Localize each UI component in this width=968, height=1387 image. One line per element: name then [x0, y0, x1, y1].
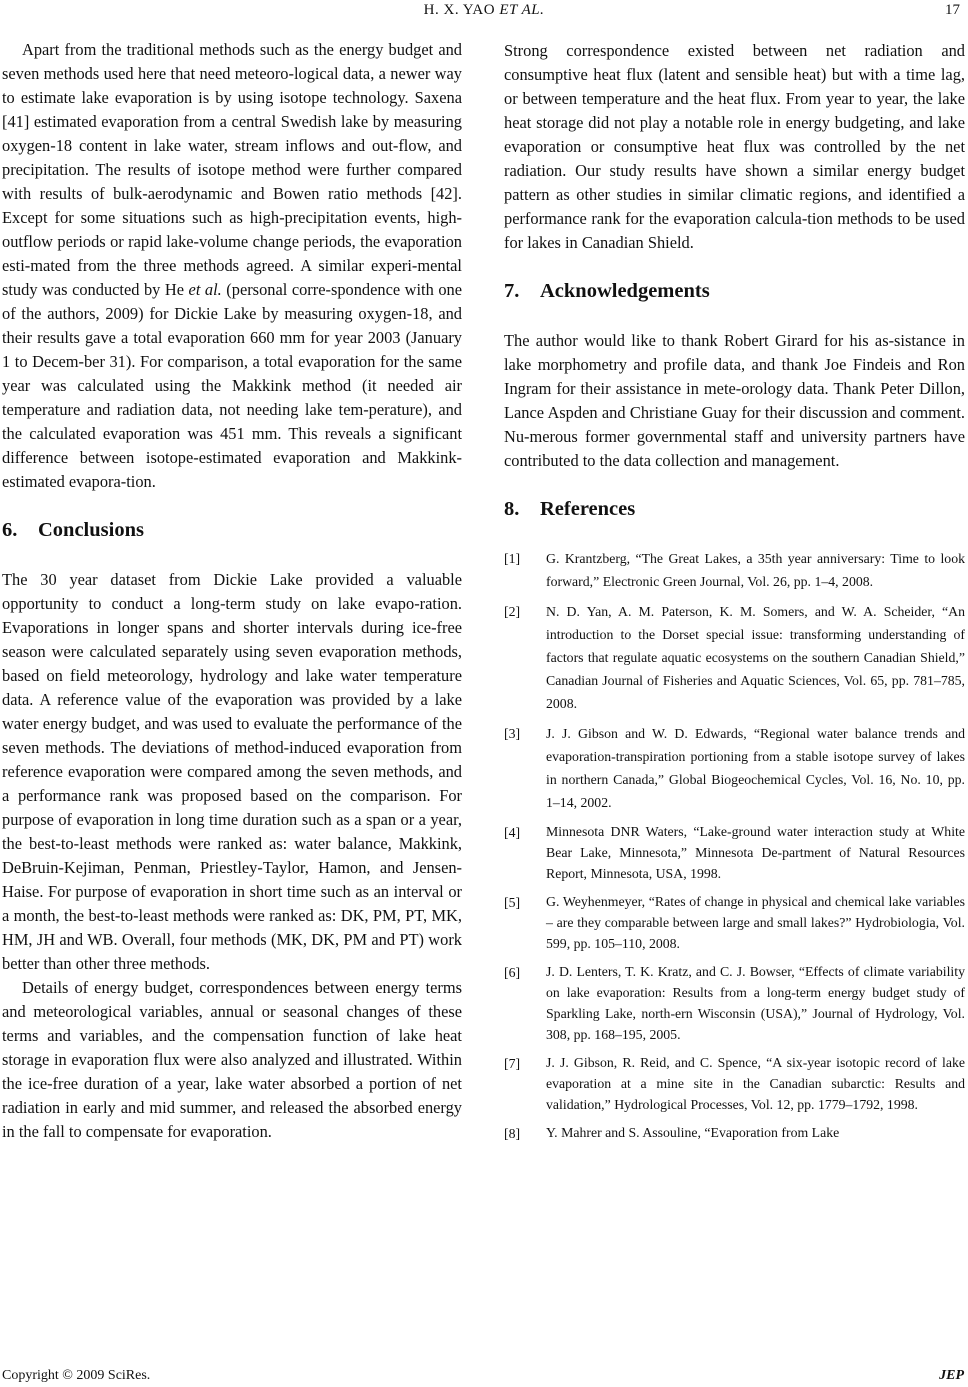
section-heading-references [504, 497, 965, 521]
paragraph-acknowledgements: The author would like to thank Robert Girard for his as-sistance in lake morphometry and profile data, and thank Joe Findeis and Ron Ingram for their assistance in mete-orology data. Thank Peter Dillon, Lance Aspden and Christiane Guay for their discussion and comment. Nu-merous former governmental staff and university partners have contributed to the data collection and management. [504, 331, 965, 470]
section-heading-acknowledgements [504, 279, 965, 303]
section-heading-conclusions [2, 518, 462, 542]
reference-text: J. D. Lenters, T. K. Kratz, and C. J. Bowser, “Effects of climate variability on lake evaporation: Results from a long-term energy budget study of Sparkling Lake, north-ern Wisconsin (USA),” Journal of Hydrology, Vol. 308, pp. 168–195, 2005. [546, 964, 965, 1042]
running-header-authors [0, 2, 968, 19]
reference-text: J. J. Gibson and W. D. Edwards, “Regional water balance trends and evaporation-transpiration portioning from a stable isotope survey of lakes in northern Canada,” Global Biogeochemical Cycles, Vol. 16, No. 10, pp. 1–14, 2002. [546, 726, 965, 810]
reference-text: G. Krantzberg, “The Great Lakes, a 35th year anniversary: Time to look forward,” Electronic Green Journal, Vol. 26, pp. 1–4, 2008. [546, 551, 965, 589]
reference-number: [3] [504, 726, 521, 741]
reference-item [504, 821, 965, 884]
reference-number: [2] [504, 604, 521, 619]
authors-text: H. X. YAO [423, 2, 496, 18]
et-al-italic: et al. [188, 280, 222, 299]
et-al-text: ET AL. [499, 2, 545, 18]
left-column [2, 38, 462, 1144]
reference-item [504, 961, 965, 1045]
reference-list [504, 547, 965, 1145]
copyright-text: Copyright © 2009 SciRes. [2, 1368, 151, 1383]
reference-text: Y. Mahrer and S. Assouline, “Evaporation from Lake [546, 1125, 840, 1140]
reference-number: [5] [504, 895, 521, 910]
reference-text: J. J. Gibson, R. Reid, and C. Spence, “A six-year isotopic record of lake evaporation at a mine site in the Canadian subarctic: Results and validation,” Hydrological Processes, Vol. 12, pp. 1779–1792, 1998. [546, 1055, 965, 1112]
reference-item [504, 891, 965, 954]
reference-number: [6] [504, 965, 521, 980]
section-title: Conclusions [38, 519, 144, 541]
reference-number: [7] [504, 1056, 521, 1071]
paragraph-conclusions-1: The 30 year dataset from Dickie Lake provided a valuable opportunity to conduct a long-term study on lake evapo-ration. Evaporations in longer spans and shorter intervals during ice-free season were calculated separately using seven evaporation methods, based on field meteorology, hydrology and lake water temperature data. A reference value of the evaporation was provided by a lake water energy budget, and was used to evaluate the performance of the seven methods. The deviations of method-induced evaporation from reference evaporation were compared among the seven methods, and a performance rank was proposed based on the comparison. For purpose of evaporation in long time duration such as a span or a year, the best-to-least methods were ranked as: water balance, Makkink, DeBruin-Kejiman, Penman, Priestley-Taylor, Hamon, and Jensen-Haise. For purpose of evaporation in short time such as an interval or a month, the best-to-least methods were ranked as: DK, PM, PT, MK, HM, JH and WB. Overall, four methods (MK, DK, PM and PT) work better than other three methods. [2, 570, 462, 973]
reference-text: Minnesota DNR Waters, “Lake-ground water interaction study at White Bear Lake, Minnesota,” Minnesota De-partment of Natural Resources Report, Minnesota, USA, 1998. [546, 824, 965, 881]
reference-item [504, 547, 965, 593]
reference-item [504, 600, 965, 715]
reference-text: G. Weyhenmeyer, “Rates of change in physical and chemical lake variables – are they comparable between large and small lakes?” Hydrobiologia, Vol. 599, pp. 105–110, 2008. [546, 894, 965, 951]
running-header [0, 0, 968, 30]
reference-item [504, 1052, 965, 1115]
section-title: References [540, 498, 636, 520]
paragraph-text: (personal corre-spondence with one of the authors, 2009) for Dickie Lake by measuring oxygen-18, and their results gave a total evaporation 660 mm for year 2003 (January 1 to Decem-ber 31). For comparison, a total evaporation for the same year was calculated using the Makkink method (it needed air temperature and radiation data, not needing lake tem-perature), and the calculated evaporation was 451 mm. This reveals a significant difference between isotope-estimated evaporation and Makkink-estimated evapora-tion. [2, 280, 462, 491]
paragraph-conclusions-2: Details of energy budget, correspondences between energy terms and meteorological variables, annual or seasonal changes of these terms and variables, and the compensation function of lake heat storage in evaporation flux were also analyzed and illustrated. Within the ice-free duration of a year, lake water absorbed a portion of net radiation in early and mid summer, and released the absorbed energy in the fall to compensate for evaporation. [2, 978, 462, 1141]
paragraph-isotope [2, 38, 462, 494]
page-number: 17 [945, 2, 960, 18]
reference-number: [4] [504, 825, 521, 840]
reference-number: [8] [504, 1126, 521, 1141]
section-number: 6. [2, 519, 18, 541]
paragraph-conclusions-3: Strong correspondence existed between net radiation and consumptive heat flux (latent and sensible heat) but with a time lag, or between temperature and the heat flux. From year to year, the lake heat storage did not play a notable role in energy budgeting, and lake evaporation or consumptive heat flux was controlled by the net radiation. Our study results have shown a similar energy budget pattern as other studies in similar climatic regions, and identified a performance rank for the evaporation calcula-tion methods to be used for lakes in Canadian Shield. [504, 41, 965, 252]
section-title: Acknowledgements [540, 280, 710, 302]
reference-text: N. D. Yan, A. M. Paterson, K. M. Somers, and W. A. Scheider, “An introduction to the Dorset special issue: transforming understanding of factors that regulate aquatic ecosystems on the southern Canadian Shield,” Canadian Journal of Fisheries and Aquatic Sciences, Vol. 65, pp. 781–785, 2008. [546, 604, 965, 711]
section-number: 7. [504, 280, 520, 302]
paragraph-text: Apart from the traditional methods such as the energy budget and seven methods used here that need meteoro-logical data, a newer way to estimate lake evaporation is by using isotope technology. Saxena [41] estimated evaporation from a central Swedish lake by measuring oxygen-18 content in lake water, stream inflows and out-flow, and precipitation. The results of isotope method were further compared with results of bulk-aerodynamic and Bowen ratio methods [42]. Except for some situations such as high-precipitation events, high-outflow periods or rapid lake-volume change periods, the evaporation esti-mated from the three methods agreed. A similar experi-mental study was conducted by He [2, 40, 462, 299]
reference-item [504, 722, 965, 814]
right-column [504, 39, 965, 1152]
reference-number: [1] [504, 551, 521, 566]
journal-abbreviation: JEP [939, 1368, 964, 1383]
section-number: 8. [504, 498, 520, 520]
reference-item [504, 1122, 965, 1145]
